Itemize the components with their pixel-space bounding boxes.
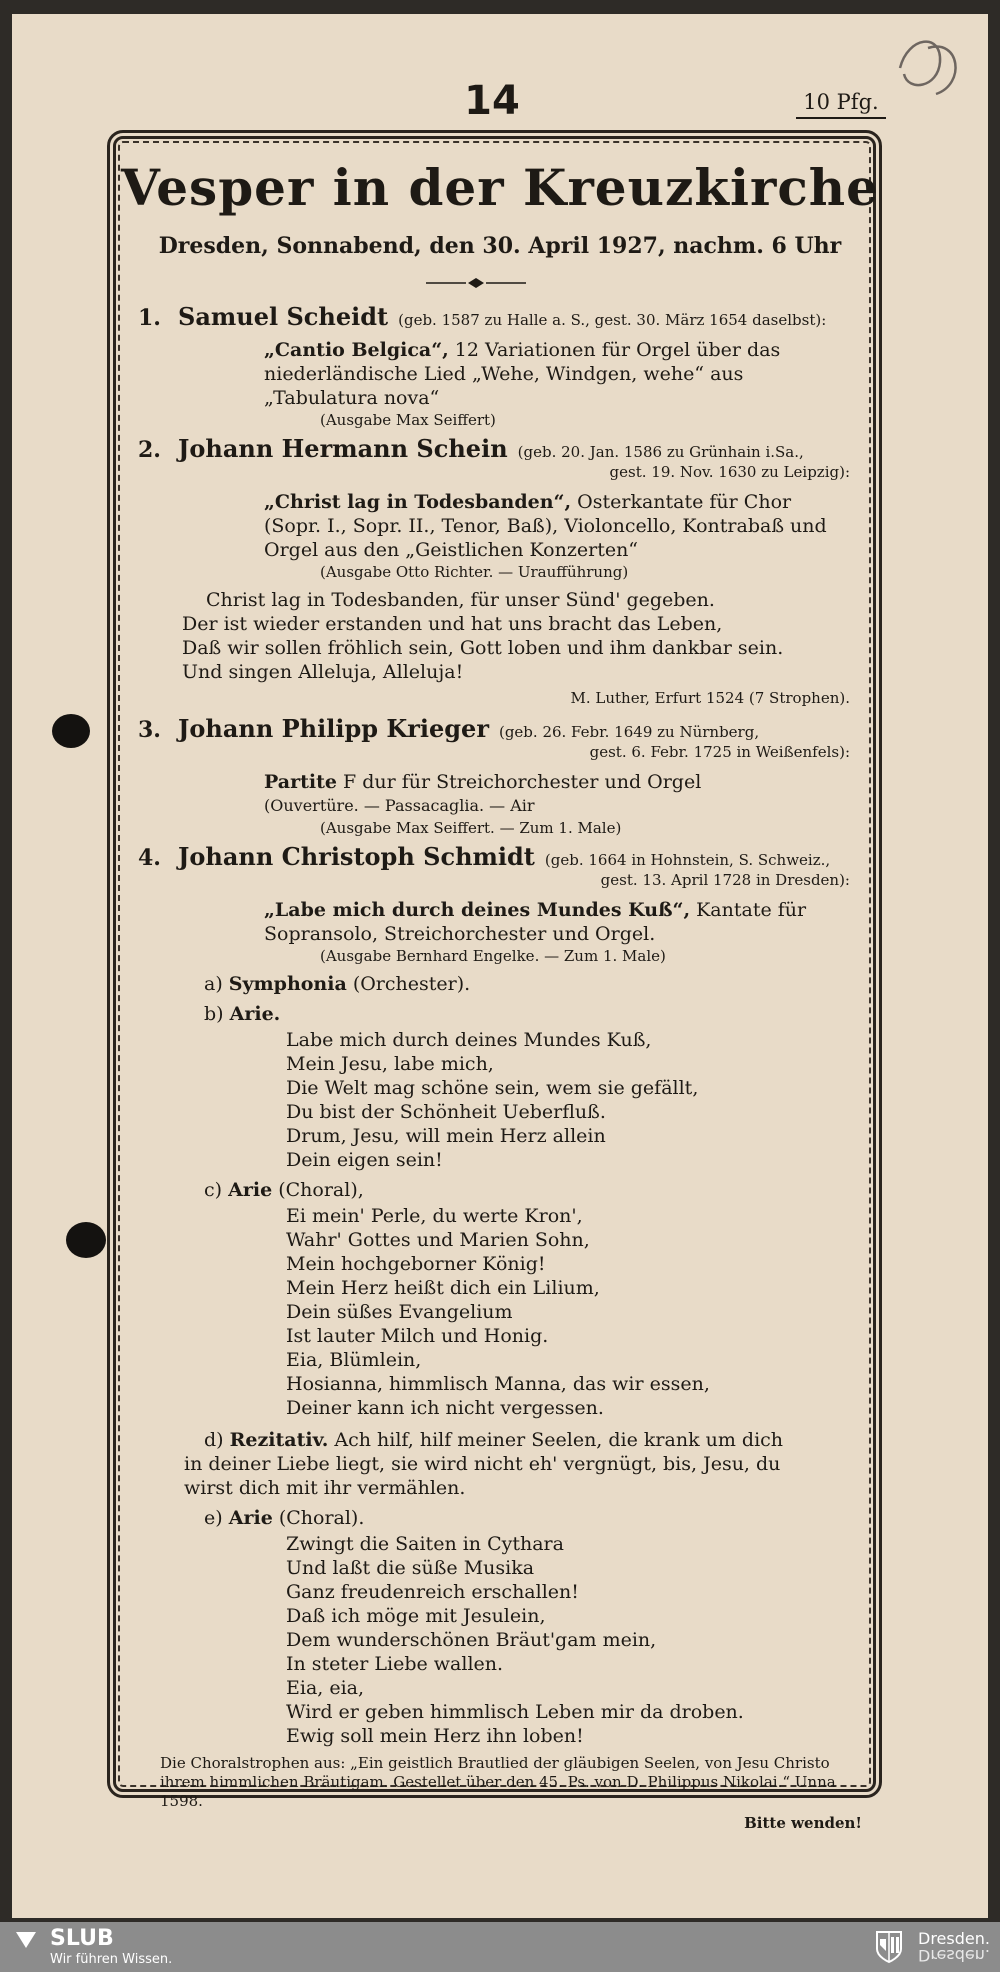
movement-label: a) <box>204 973 223 995</box>
movement-label: c) <box>204 1179 223 1201</box>
turn-page-note: Bitte wenden! <box>744 1814 862 1832</box>
verse-line: Dem wunderschönen Bräut'gam mein, <box>286 1629 657 1651</box>
movement-title: Rezitativ. <box>229 1429 329 1451</box>
movement-title: Arie <box>228 1179 273 1201</box>
entry-number: 2. <box>138 437 161 463</box>
source-note: Die Choralstrophen aus: „Ein geistlich Brautlied der gläubigen Seelen, von Jesu Christo ihrem himmlichen Bräutigam. Gestellet über den 45. Ps. von D. Philippus Nikolai.“ Unna 1598. <box>160 1754 836 1810</box>
composer-death: gest. 19. Nov. 1630 zu Leipzig): <box>609 463 850 481</box>
verse-line: Wird er geben himmlisch Leben mir da droben. <box>286 1701 744 1723</box>
verse-line: Ei mein' Perle, du werte Kron', <box>286 1205 583 1227</box>
program-entry <box>138 434 850 710</box>
program-entry <box>138 714 850 838</box>
composer-name: Samuel Scheidt <box>178 302 389 331</box>
verse-line: Labe mich durch deines Mundes Kuß, <box>286 1029 652 1051</box>
verse-line: Ganz freudenreich erschallen! <box>286 1581 579 1603</box>
verse-line: Mein Herz heißt dich ein Lilium, <box>286 1277 600 1299</box>
work-details: Kantate für Sopransolo, Streichorchester und Orgel. <box>264 899 807 945</box>
verse-line: Daß ich möge mit Jesulein, <box>286 1605 546 1627</box>
verse-line: Deiner kann ich nicht vergessen. <box>286 1397 604 1419</box>
composer-death: gest. 13. April 1728 in Dresden): <box>600 871 850 889</box>
movement-note: (Choral), <box>272 1179 364 1201</box>
recitative-text: in deiner Liebe liegt, sie wird nicht eh' vergnügt, bis, Jesu, du <box>184 1453 781 1475</box>
work-description <box>264 898 850 946</box>
library-footer <box>0 1922 1000 1972</box>
verse-line: Dein süßes Evangelium <box>286 1301 513 1323</box>
movement-label: b) <box>204 1003 224 1025</box>
movement-label: d) <box>204 1429 224 1451</box>
aria-text <box>286 1028 850 1172</box>
entry-number: 1. <box>138 305 161 331</box>
movement-title: Arie <box>228 1507 273 1529</box>
work-movements: (Ouvertüre. — Passacaglia. — Air <box>264 796 535 815</box>
verse-line: Eia, eia, <box>286 1677 365 1699</box>
work-description <box>264 770 850 794</box>
program-entry <box>138 302 850 430</box>
dresden-line: Dresden. <box>918 1946 990 1965</box>
dresden-line: Dresden. <box>918 1929 990 1948</box>
entry-number: 4. <box>138 845 161 871</box>
lyric-line: Und singen Alleluja, Alleluja! <box>182 661 464 683</box>
verse-line: Hosianna, himmlisch Manna, das wir essen, <box>286 1373 710 1395</box>
work-details: Osterkantate für Chor (Sopr. I., Sopr. II., Tenor, Baß), Violoncello, Kontrabaß und Orgel aus den „Geistlichen Konzerten“ <box>264 491 827 561</box>
verse-line: Zwingt die Saiten in Cythara <box>286 1533 564 1555</box>
handwritten-mark-icon <box>890 28 970 108</box>
composer-name: Johann Philipp Krieger <box>178 714 489 743</box>
composer-dates: (geb. 1664 in Hohnstein, S. Schweiz., <box>544 851 831 869</box>
movement-title: Symphonia <box>228 973 347 995</box>
lyrics-author: M. Luther, Erfurt 1524 (7 Strophen). <box>570 689 850 707</box>
work-title: Partite <box>264 771 337 793</box>
movement-label: e) <box>204 1507 223 1529</box>
slub-logo-icon <box>14 1928 38 1952</box>
edition-note: (Ausgabe Max Seiffert. — Zum 1. Male) <box>320 819 622 837</box>
choral-text <box>286 1204 850 1420</box>
movement-a <box>204 972 850 996</box>
verse-line: Ist lauter Milch und Honig. <box>286 1325 549 1347</box>
lyric-line: Der ist wieder erstanden und hat uns bracht das Leben, <box>182 613 723 635</box>
program-content <box>138 300 850 1811</box>
program-entry <box>138 842 850 1811</box>
composer-name: Johann Christoph Schmidt <box>178 842 535 871</box>
work-description <box>264 338 850 410</box>
chorale-lyrics <box>182 588 850 684</box>
dresden-logo-text <box>918 1930 990 1964</box>
price: 10 Pfg. <box>796 90 886 119</box>
work-details: F dur für Streichorchester und Orgel <box>336 771 702 793</box>
punch-hole <box>66 1222 106 1258</box>
verse-line: In steter Liebe wallen. <box>286 1653 504 1675</box>
dresden-crest-icon <box>876 1931 902 1963</box>
lyric-line: Christ lag in Todesbanden, für unser Sünd' gegeben. <box>206 589 715 611</box>
movement-b <box>204 1002 850 1026</box>
composer-name: Johann Hermann Schein <box>178 434 508 463</box>
movement-e <box>204 1506 850 1530</box>
edition-note: (Ausgabe Otto Richter. — Uraufführung) <box>320 563 629 581</box>
edition-note: (Ausgabe Bernhard Engelke. — Zum 1. Male) <box>320 947 666 965</box>
composer-death: gest. 6. Febr. 1725 in Weißenfels): <box>589 743 850 761</box>
verse-line: Mein Jesu, labe mich, <box>286 1053 494 1075</box>
work-title: „Labe mich durch deines Mundes Kuß“, <box>264 899 691 921</box>
work-details: 12 Variationen für Orgel über das niederländische Lied „Wehe, Windgen, wehe“ aus „Tabulatura nova“ <box>264 339 781 409</box>
recitative-text: wirst dich mit ihr vermählen. <box>184 1477 466 1499</box>
composer-dates: (geb. 20. Jan. 1586 zu Grünhain i.Sa., <box>517 443 804 461</box>
choral-text <box>286 1532 850 1748</box>
edition-note: (Ausgabe Max Seiffert) <box>320 411 496 429</box>
verse-line: Du bist der Schönheit Ueberfluß. <box>286 1101 606 1123</box>
movement-d <box>184 1428 850 1500</box>
verse-line: Drum, Jesu, will mein Herz allein <box>286 1125 606 1147</box>
verse-line: Eia, Blümlein, <box>286 1349 422 1371</box>
verse-line: Wahr' Gottes und Marien Sohn, <box>286 1229 590 1251</box>
library-tagline: Wir führen Wissen. <box>50 1952 173 1967</box>
composer-dates: (geb. 1587 zu Halle a. S., gest. 30. März 1654 daselbst): <box>398 311 827 329</box>
ornament-divider-icon <box>424 277 528 289</box>
work-title: „Christ lag in Todesbanden“, <box>264 491 572 513</box>
work-description <box>264 490 850 562</box>
work-title: „Cantio Belgica“, <box>264 339 449 361</box>
page-title: Vesper in der Kreuzkirche <box>121 158 879 217</box>
entry-number: 3. <box>138 717 161 743</box>
event-date: Dresden, Sonnabend, den 30. April 1927, nachm. 6 Uhr <box>158 233 842 259</box>
recitative-text: Ach hilf, hilf meiner Seelen, die krank um dich <box>328 1429 784 1451</box>
movement-note: (Orchester). <box>346 973 471 995</box>
verse-line: Mein hochgeborner König! <box>286 1253 546 1275</box>
verse-line: Ewig soll mein Herz ihn loben! <box>286 1725 584 1747</box>
movement-c <box>204 1178 850 1202</box>
verse-line: Die Welt mag schöne sein, wem sie gefällt, <box>286 1077 699 1099</box>
movement-note: (Choral). <box>272 1507 365 1529</box>
verse-line: Und laßt die süße Musika <box>286 1557 535 1579</box>
page-number: 14 <box>464 78 520 124</box>
library-name: SLUB <box>50 1926 114 1951</box>
verse-line: Dein eigen sein! <box>286 1149 443 1171</box>
lyric-line: Daß wir sollen fröhlich sein, Gott loben und ihm dankbar sein. <box>182 637 784 659</box>
movement-title: Arie. <box>229 1003 281 1025</box>
punch-hole <box>52 714 90 748</box>
composer-dates: (geb. 26. Febr. 1649 zu Nürnberg, <box>498 723 760 741</box>
